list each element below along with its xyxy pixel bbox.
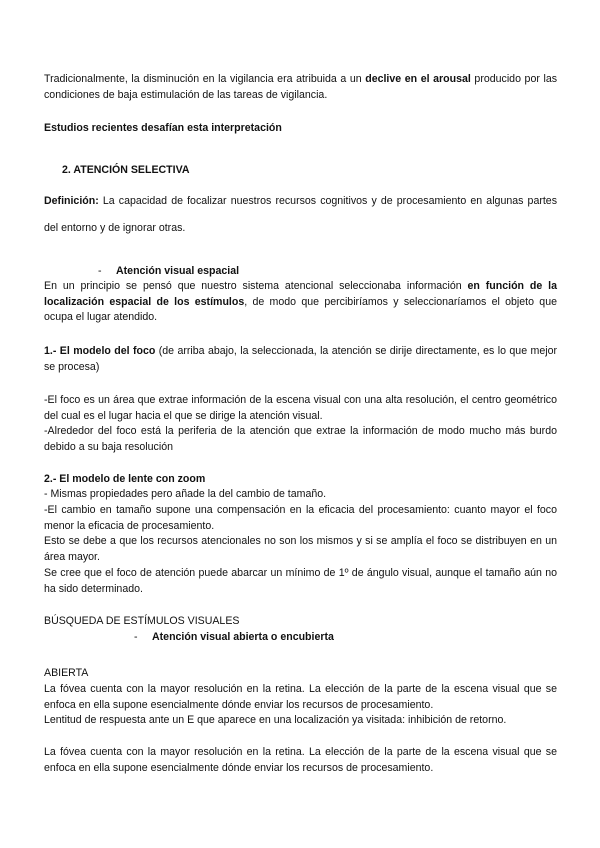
final-paragraph: La fóvea cuenta con la mayor resolución en la retina. La elección de la parte de la escena visual que se enfoca en ella supone esencialmente dónde enviar los recursos de procesamiento.: [44, 746, 557, 774]
foco-line-2: -Alrededor del foco está la periferia de la atención que extrae la información de modo mucho más burdo debido a su baja resolución: [44, 425, 557, 453]
abierta-line-1: La fóvea cuenta con la mayor resolución en la retina. La elección de la parte de la escena visual que se enfoca en ella supone esencialmente dónde enviar los recursos de procesamiento.: [44, 683, 557, 711]
foco-heading-paragraph: [44, 344, 557, 375]
abierta-line-2: Lentitud de respuesta ante un E que aparece en una localización ya visitada: inhibición de retorno.: [44, 714, 507, 726]
espacial-text-2: , de modo que percibiríamos y seleccionaríamos el objeto que ocupa el lugar atendido.: [44, 295, 557, 323]
busqueda-heading: BÚSQUEDA DE ESTÍMULOS VISUALES: [44, 615, 240, 627]
subheading-espacial-label: Atención visual espacial: [116, 265, 240, 277]
espacial-paragraph: [44, 279, 557, 326]
definition-text: La capacidad de focalizar nuestros recursos cognitivos y de procesamiento en algunas partes del entorno y de ignorar otras.: [44, 195, 557, 234]
definition-paragraph: [44, 188, 557, 242]
dash-bullet-2: -: [134, 631, 138, 643]
subheading-espacial: [98, 264, 600, 280]
espacial-bold: en función de la localización espacial de los estímulos: [44, 280, 557, 308]
foco-desc: (de arriba abajo, la seleccionada, la atención se dirije directamente, es lo que mejor se procesa): [44, 345, 557, 373]
definition-label: Definición:: [44, 195, 99, 207]
zoom-line-1: - Mismas propiedades pero añade la del cambio de tamaño.: [44, 488, 327, 500]
intro-paragraph: [44, 72, 557, 103]
intro-bold: declive en el arousal: [365, 73, 471, 85]
zoom-line-4: Se cree que el foco de atención puede abarcar un mínimo de 1º de ángulo visual, aunque el tamaño aún no ha sido determinado.: [44, 567, 557, 595]
section-heading-selectiva: 2. ATENCIÓN SELECTIVA: [62, 164, 190, 176]
dash-bullet: -: [98, 265, 102, 277]
foco-line-1: -El foco es un área que extrae información de la escena visual con una alta resolución, el centro geométrico del cual es el lugar hacia el que se dirige la atención visual.: [44, 394, 557, 422]
espacial-text-1: En un principio se pensó que nuestro sistema atencional seleccionaba información: [44, 280, 468, 292]
zoom-title: 2.- El modelo de lente con zoom: [44, 473, 206, 485]
studies-line: Estudios recientes desafían esta interpretación: [44, 122, 282, 134]
zoom-line-3: Esto se debe a que los recursos atencionales no son los mismos y si se amplía el foco se distribuyen en un área mayor.: [44, 535, 557, 563]
intro-text-1: Tradicionalmente, la disminución en la vigilancia era atribuida a un: [44, 73, 366, 85]
intro-text-2: producido por las condiciones de baja estimulación de las tareas de vigilancia.: [44, 73, 558, 101]
subheading-abierta-label: Atención visual abierta o encubierta: [152, 631, 334, 643]
zoom-line-2: -El cambio en tamaño supone una compensación en la eficacia del procesamiento: cuanto mayor el foco menor la eficacia de procesamiento.: [44, 504, 557, 532]
abierta-title: ABIERTA: [44, 667, 89, 679]
foco-title: 1.- El modelo del foco: [44, 345, 156, 357]
subheading-abierta: [134, 630, 600, 646]
